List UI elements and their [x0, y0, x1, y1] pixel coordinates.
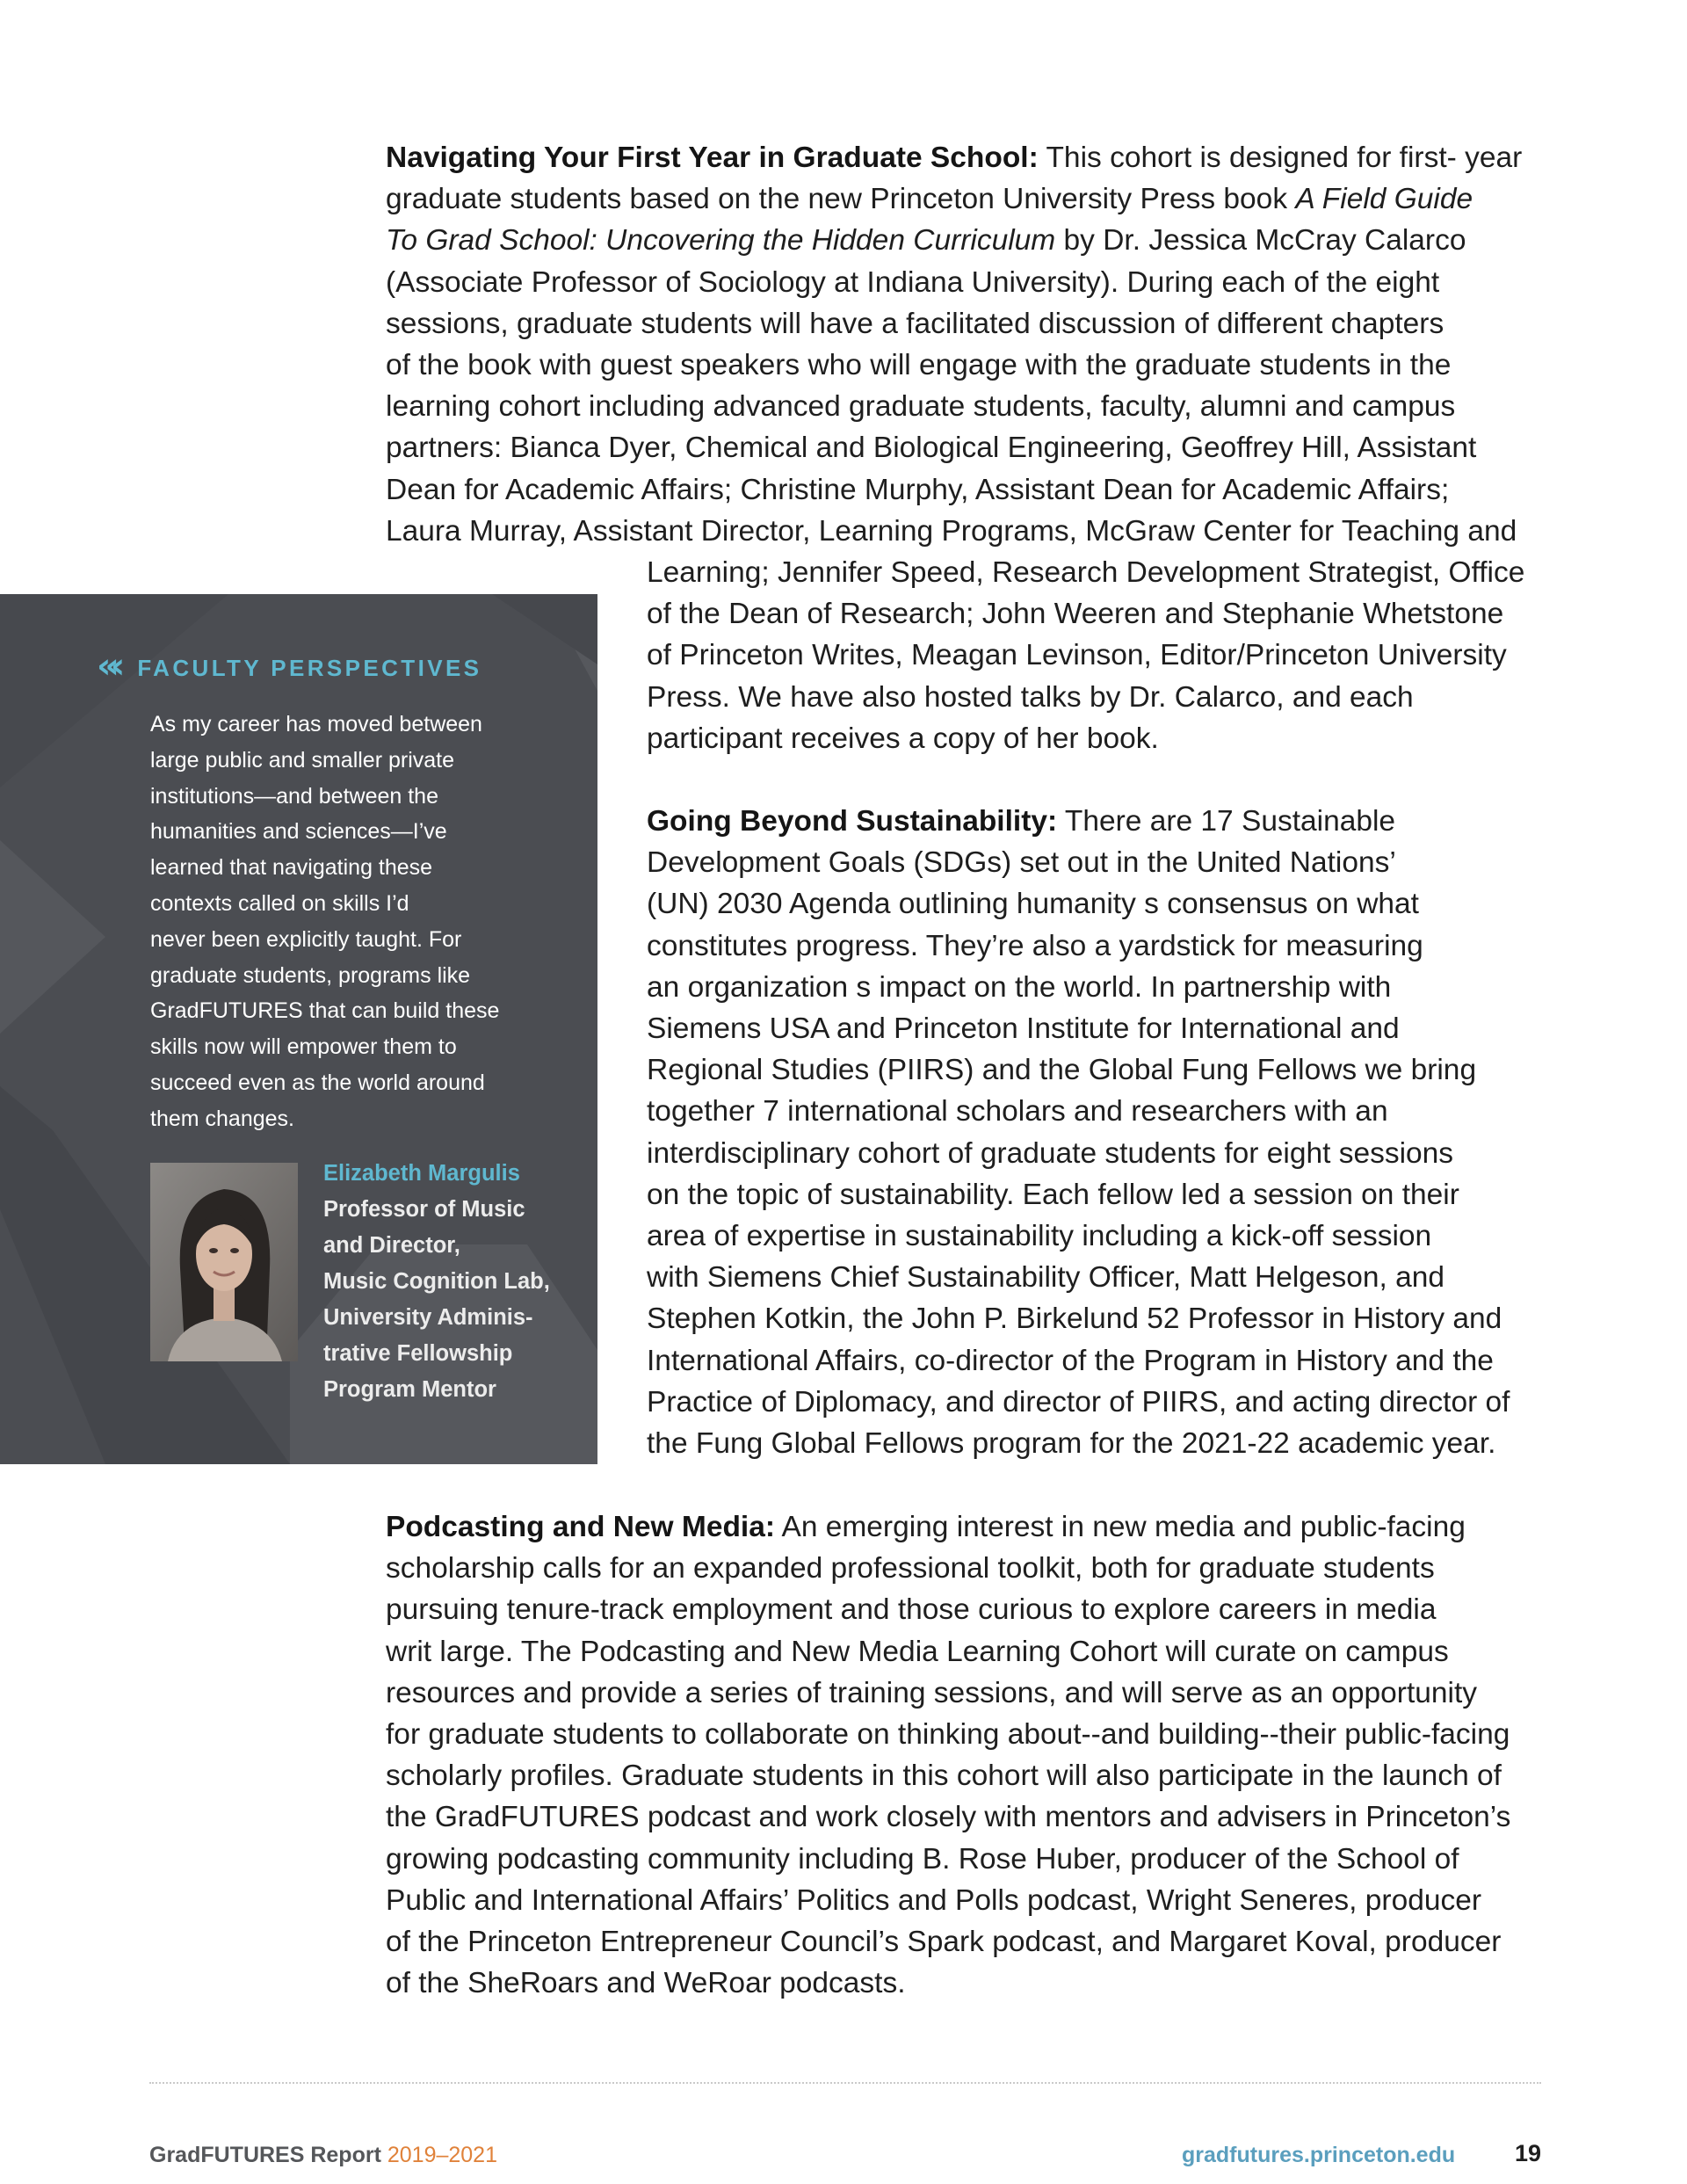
footer-report-years: 2019–2021 — [387, 2143, 497, 2167]
text-line: resources and provide a series of training sessions, and will serve as an opportunity — [386, 1676, 1478, 1709]
quote-line: never been explicitly taught. For — [150, 926, 462, 952]
text-line: the Fung Global Fellows program for the 2021-22 academic year. — [647, 1427, 1496, 1461]
text-line: (Associate Professor of Sociology at Indiana University). During each of the eight — [386, 265, 1440, 299]
text-line: writ large. The Podcasting and New Media Learning Cohort will curate on campus — [386, 1635, 1449, 1668]
quote-line: learned that navigating these — [150, 855, 433, 881]
faculty-role-line: Professor of Music — [323, 1197, 525, 1222]
text-line: of the Dean of Research; John Weeren and Stephanie Whetstone — [647, 598, 1504, 631]
text-line: sessions, graduate students will have a facilitated discussion of different chapters — [386, 307, 1444, 340]
footer-website-link[interactable]: gradfutures.princeton.edu — [1182, 2143, 1456, 2167]
quote-line: large public and smaller private — [150, 747, 455, 773]
faculty-role-line: Music Cognition Lab, — [323, 1269, 550, 1294]
faculty-quote — [150, 707, 581, 1137]
quote-line: them changes. — [150, 1106, 294, 1131]
faculty-name: Elizabeth Margulis — [323, 1161, 520, 1186]
text-line: Development Goals (SDGs) set out in the United Nations’ — [647, 846, 1396, 880]
quote-line: skills now will empower them to — [150, 1034, 457, 1060]
faculty-role-line: University Adminis- — [323, 1305, 533, 1330]
section-first-year-continued — [647, 552, 1578, 759]
text-line: graduate students based on the new Princeton University Press book A Field Guide — [386, 183, 1473, 216]
text-line: constitutes progress. They’re also a yardstick for measuring — [647, 929, 1423, 962]
text-line: learning cohort including advanced graduate students, faculty, alumni and campus — [386, 390, 1456, 424]
quote-line: succeed even as the world around — [150, 1070, 485, 1095]
text-line: area of expertise in sustainability including a kick-off session — [647, 1220, 1432, 1253]
text-line: interdisciplinary cohort of graduate students for eight sessions — [647, 1136, 1454, 1170]
section-first-year — [386, 137, 1563, 552]
page-number: 19 — [1515, 2140, 1542, 2166]
book-title: To Grad School: Uncovering the Hidden Curriculum — [386, 224, 1056, 258]
text-line: growing podcasting community including B. Rose Huber, producer of the School of — [386, 1842, 1459, 1876]
text-line: Learning; Jennifer Speed, Research Development Strategist, Office — [647, 556, 1525, 589]
sidebar-title: FACULTY PERSPECTIVES — [137, 654, 482, 681]
text-line: International Affairs, co-director of the Program in History and the — [647, 1344, 1494, 1377]
text-line: together 7 international scholars and researchers with an — [647, 1095, 1388, 1128]
text-line: Siemens USA and Princeton Institute for International and — [647, 1012, 1400, 1046]
text-line: Dean for Academic Affairs; Christine Murphy, Assistant Dean for Academic Affairs; — [386, 473, 1450, 506]
quote-line: institutions—and between the — [150, 783, 438, 809]
double-chevron-left-icon: «‹ — [97, 646, 117, 686]
text-line: scholarly profiles. Graduate students in this cohort will also participate in the launch of — [386, 1760, 1502, 1793]
quote-line: contexts called on skills I’d — [150, 890, 409, 916]
quote-line: graduate students, programs like — [150, 962, 471, 988]
text-line: (UN) 2030 Agenda outlining humanity s consensus on what — [647, 888, 1419, 921]
quote-line: As my career has moved between — [150, 712, 482, 736]
text-line: on the topic of sustainability. Each fellow led a session on their — [647, 1178, 1459, 1211]
text-line: of the book with guest speakers who will engage with the graduate students in the — [386, 349, 1452, 382]
section-podcasting — [386, 1506, 1563, 2004]
text-line: Stephen Kotkin, the John P. Birkelund 52 Professor in History and — [647, 1302, 1502, 1336]
faculty-portrait-photo — [150, 1163, 298, 1361]
text-line: Going Beyond Sustainability: There are 17 Sustainable — [647, 805, 1396, 838]
text-line: Navigating Your First Year in Graduate School: This cohort is designed for first- year — [386, 141, 1523, 174]
faculty-role-line: and Director, — [323, 1233, 460, 1258]
section-sustainability — [647, 801, 1578, 1464]
sidebar-header — [97, 646, 482, 686]
text-line: Press. We have also hosted talks by Dr. Calarco, and each — [647, 680, 1414, 714]
quote-line: humanities and sciences—I’ve — [150, 819, 447, 845]
text-line: To Grad School: Uncovering the Hidden Curriculum by Dr. Jessica McCray Calarco — [386, 224, 1466, 258]
section-heading: Navigating Your First Year in Graduate School: — [386, 141, 1039, 174]
text-line: Laura Murray, Assistant Director, Learning Programs, McGraw Center for Teaching and — [386, 514, 1517, 548]
text-line: pursuing tenure-track employment and those curious to explore careers in media — [386, 1593, 1437, 1627]
text-line: the GradFUTURES podcast and work closely with mentors and advisers in Princeton’s — [386, 1801, 1511, 1834]
text-line: participant receives a copy of her book. — [647, 722, 1159, 755]
text-line: an organization s impact on the world. In partnership with — [647, 970, 1392, 1004]
text-line: of the Princeton Entrepreneur Council’s Spark podcast, and Margaret Koval, producer — [386, 1926, 1502, 1959]
footer-divider — [149, 2082, 1541, 2084]
quote-line: GradFUTURES that can build these — [150, 998, 500, 1024]
text-line: of the SheRoars and WeRoar podcasts. — [386, 1967, 906, 2000]
section-heading: Podcasting and New Media: — [386, 1511, 776, 1543]
text-line: Public and International Affairs’ Politics and Polls podcast, Wright Seneres, producer — [386, 1883, 1482, 1917]
text-line: of Princeton Writes, Meagan Levinson, Editor/Princeton University — [647, 639, 1507, 672]
faculty-role-line: trative Fellowship — [323, 1341, 513, 1366]
book-title: A Field Guide — [1295, 183, 1473, 216]
faculty-role-line: Program Mentor — [323, 1377, 496, 1402]
footer-report-label — [149, 2142, 497, 2168]
text-line: with Siemens Chief Sustainability Officer, Matt Helgeson, and — [647, 1261, 1445, 1295]
text-line: for graduate students to collaborate on thinking about--and building--their public-facing — [386, 1718, 1510, 1752]
text-line: Podcasting and New Media: An emerging interest in new media and public-facing — [386, 1511, 1466, 1543]
text-line: partners: Bianca Dyer, Chemical and Biological Engineering, Geoffrey Hill, Assistant — [386, 432, 1477, 465]
section-heading: Going Beyond Sustainability: — [647, 805, 1058, 838]
text-line: Practice of Diplomacy, and director of PIIRS, and acting director of — [647, 1385, 1510, 1419]
footer-report-title: GradFUTURES Report — [149, 2143, 381, 2167]
text-line: Regional Studies (PIIRS) and the Global Fung Fellows we bring — [647, 1054, 1477, 1087]
faculty-attribution — [323, 1156, 587, 1408]
text-line: scholarship calls for an expanded professional toolkit, both for graduate students — [386, 1552, 1435, 1585]
